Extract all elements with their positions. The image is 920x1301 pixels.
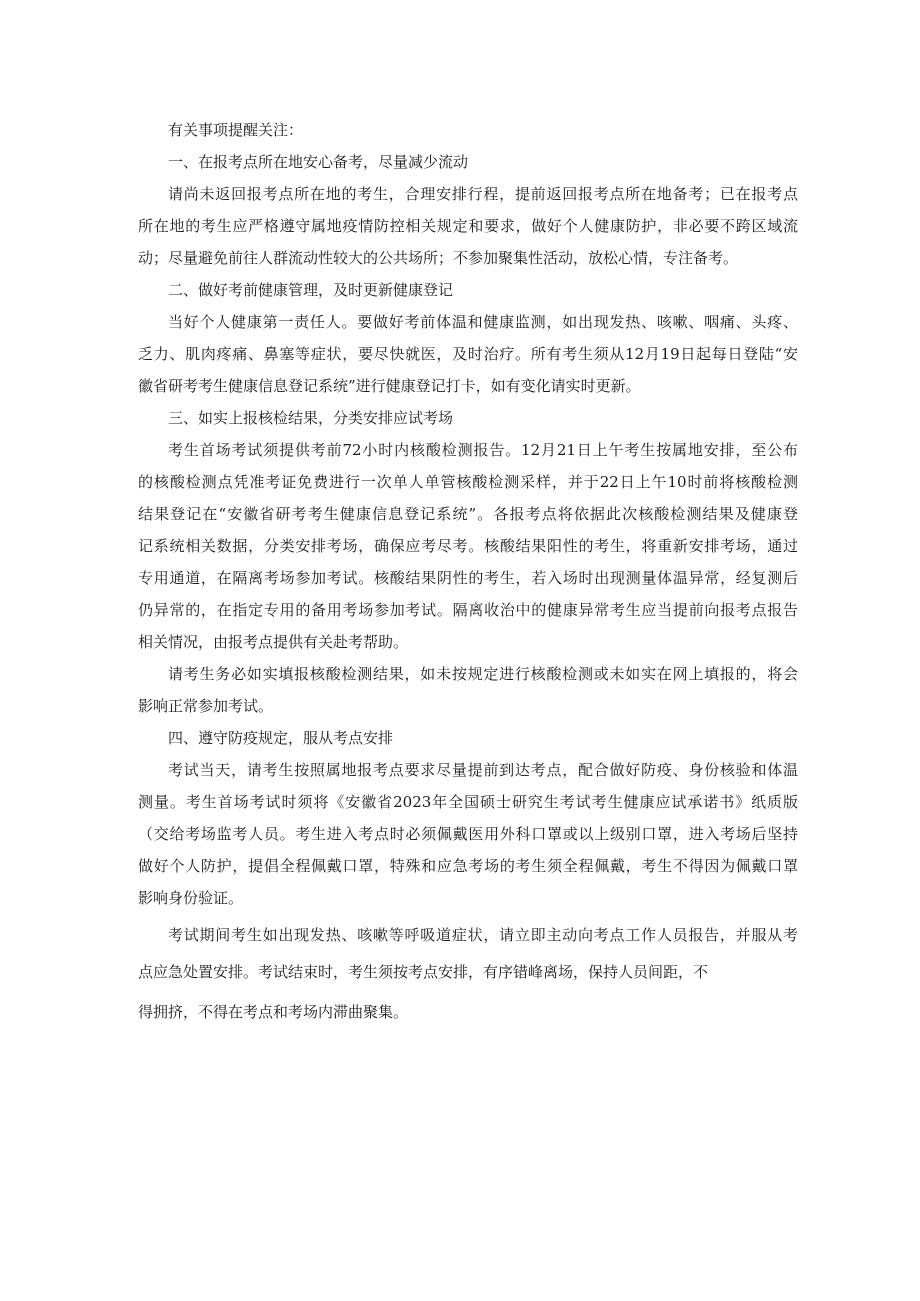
paragraph-line: 请考生务必如实填报核酸检测结果，如未按规定进行核酸检测或未如实在网上填报的，将会 [168, 665, 798, 683]
paragraph-line: 当好个人健康第一责任人。要做好考前体温和健康监测，如出现发热、咳嗽、咽痛、头疼、 [168, 313, 798, 331]
paragraph-line: 所在地的考生应严格遵守属地疫情防控相关规定和要求，做好个人健康防护，非必要不跨区域流 [138, 217, 798, 235]
paragraph-line: 相关情况，由报考点提供有关赴考帮助。 [138, 633, 409, 651]
section-heading-2: 二、做好考前健康管理，及时更新健康登记 [168, 281, 454, 299]
paragraph-line: 影响身份验证。 [138, 889, 244, 907]
paragraph-line: 考试当天，请考生按照属地报考点要求尽量提前到达考点，配合做好防疫、身份核验和体温 [168, 761, 798, 779]
paragraph-line: 的核酸检测点凭准考证免费进行一次单人单管核酸检测采样，并于22日上午10时前将核酸检测 [138, 473, 798, 491]
section-heading-3: 三、如实上报核检结果，分类安排应试考场 [168, 409, 454, 427]
paragraph-line: 专用通道，在隔离考场参加考试。核酸结果阴性的考生，若入场时出现测量体温异常，经复测后 [138, 569, 798, 587]
section-heading-4: 四、遵守防疫规定，服从考点安排 [168, 729, 394, 747]
paragraph-line: （交给考场监考人员。考生进入考点时必须佩戴医用外科口罩或以上级别口罩，进入考场后坚持 [138, 825, 798, 843]
paragraph-line: 仍异常的，在指定专用的备用考场参加考试。隔离收治中的健康异常考生应当提前向报考点报告 [138, 601, 798, 619]
paragraph-line: 考试期间考生如出现发热、咳嗽等呼吸道症状，请立即主动向考点工作人员报告，并服从考 [168, 926, 798, 944]
paragraph-line: 徽省研考考生健康信息登记系统”进行健康登记打卡，如有变化请实时更新。 [138, 377, 641, 395]
paragraph-line: 请尚未返回报考点所在地的考生，合理安排行程，提前返回报考点所在地备考；已在报考点 [168, 185, 798, 203]
paragraph-line: 记系统相关数据，分类安排考场，确保应考尽考。核酸结果阳性的考生，将重新安排考场，通过 [138, 537, 798, 555]
paragraph-line: 动；尽量避免前往人群流动性较大的公共场所；不参加聚集性活动，放松心情，专注备考。 [138, 249, 739, 267]
section-heading-1: 一、在报考点所在地安心备考，尽量减少流动 [168, 153, 469, 171]
paragraph-line: 乏力、肌肉疼痛、鼻塞等症状，要尽快就医，及时治疗。所有考生须从12月19日起每日登陆“安 [138, 345, 798, 363]
paragraph-line: 考生首场考试须提供考前72小时内核酸检测报告。12月21日上午考生按属地安排，至公布 [168, 441, 798, 459]
intro-line: 有关事项提醒关注： [168, 121, 304, 139]
paragraph-line: 得拥挤，不得在考点和考场内滞曲聚集。 [138, 1003, 409, 1021]
paragraph-line: 测量。考生首场考试时须将《安徽省2023年全国硕士研究生考试考生健康应试承诺书》纸质版 [138, 793, 798, 811]
document-body [138, 114, 798, 1028]
paragraph-line: 点应急处置安排。考试结束时，考生须按考点安排，有序错峰离场，保持人员间距，不 [138, 963, 709, 981]
paragraph-line: 结果登记在“安徽省研考考生健康信息登记系统”。各报考点将依据此次核酸检测结果及健康登 [138, 505, 798, 523]
paragraph-line: 影响正常参加考试。 [138, 697, 274, 715]
paragraph-line: 做好个人防护，提倡全程佩戴口罩，特殊和应急考场的考生须全程佩戴，考生不得因为佩戴口罩 [138, 857, 798, 875]
